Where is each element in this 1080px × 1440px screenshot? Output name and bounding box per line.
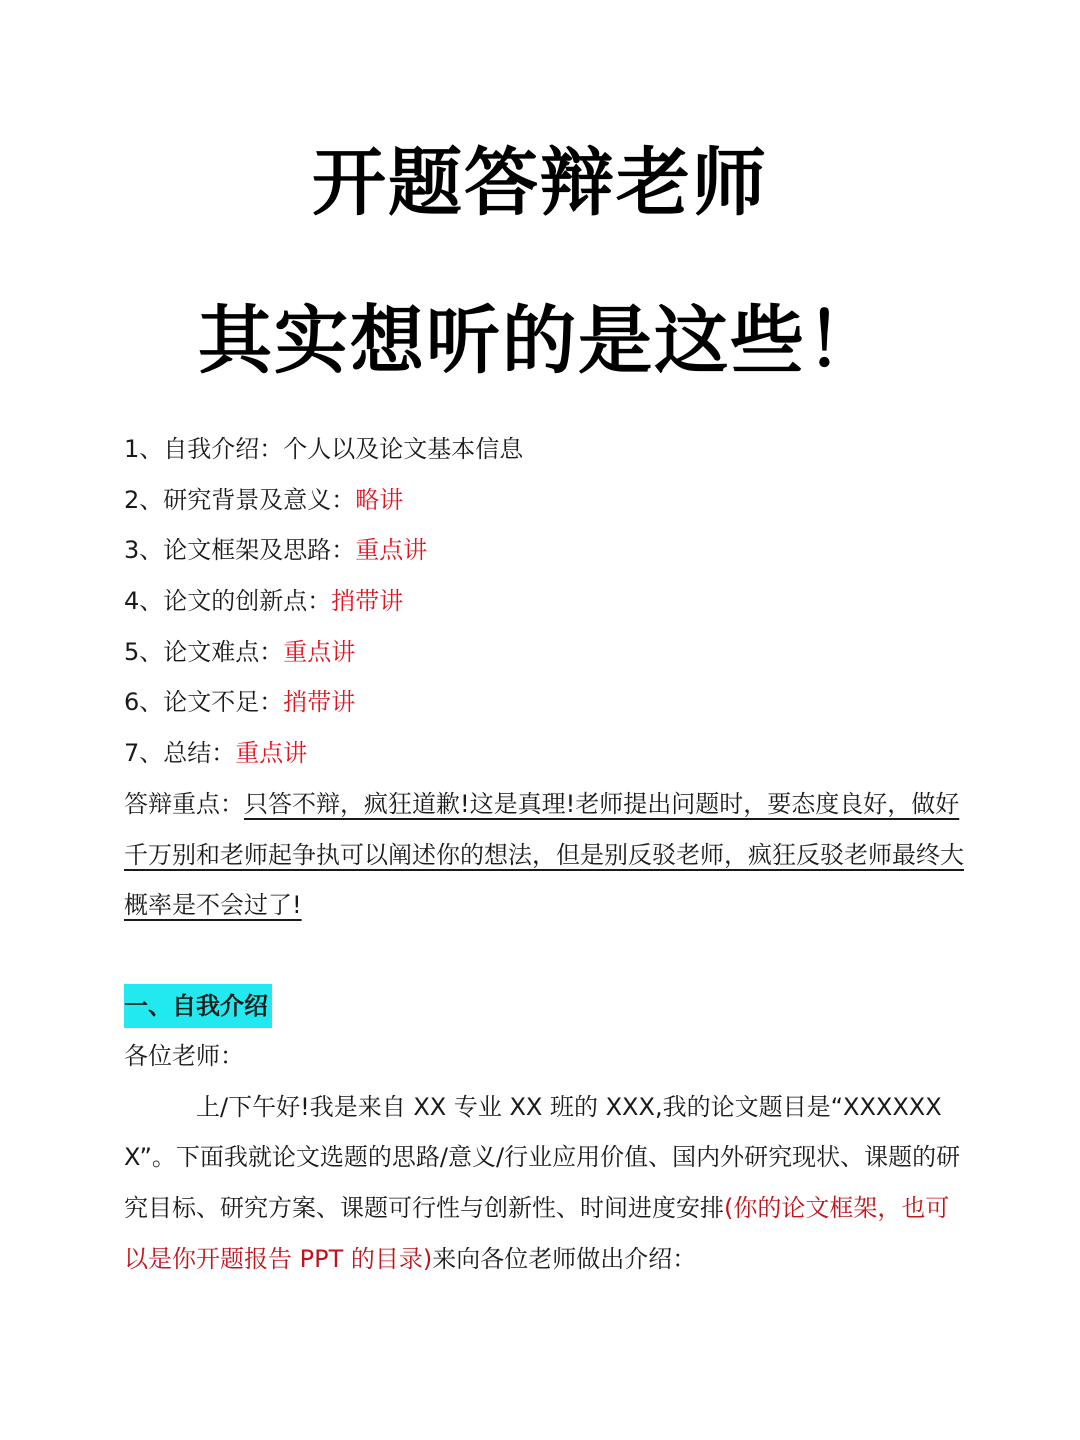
greeting: 各位老师： xyxy=(124,1041,244,1070)
intro-paragraph-highlight: (你的论文框架，也可以是你开题报告 PPT 的目录) xyxy=(124,1194,950,1273)
list-item-emphasis: 重点讲 xyxy=(235,739,308,768)
list-item-emphasis: 重点讲 xyxy=(355,536,428,565)
list-item xyxy=(124,424,964,475)
document-body xyxy=(124,424,964,1284)
list-item-label: 3、论文框架及思路： xyxy=(124,536,356,565)
list-item-label: 7、总结： xyxy=(124,739,236,768)
page-title-line-1: 开题答辩老师 xyxy=(312,140,768,226)
list-item-emphasis: 重点讲 xyxy=(283,637,356,666)
intro-paragraph-ending: 来向各位老师做出介绍： xyxy=(432,1244,697,1273)
list-item-label: 4、论文的创新点： xyxy=(124,587,332,616)
list-item xyxy=(124,475,964,526)
list-item xyxy=(124,627,964,678)
note-text: 只答不辩，疯狂道歉!这是真理!老师提出问题时，要态度良好，做好千万别和老师起争执可以阐述你的想法，但是别反驳老师，疯狂反驳老师最终大概率是不会过了! xyxy=(124,789,964,920)
note-label: 答辩重点： xyxy=(124,789,244,818)
list-item xyxy=(124,576,964,627)
list-item-label: 2、研究背景及意义： xyxy=(124,485,356,514)
list-item xyxy=(124,677,964,728)
intro-paragraph xyxy=(124,1082,964,1285)
section-spacer xyxy=(124,931,964,981)
list-item-emphasis: 捎带讲 xyxy=(331,587,404,616)
list-item-label: 1、自我介绍：个人以及论文基本信息 xyxy=(124,435,524,463)
list-item-label: 5、论文难点： xyxy=(124,637,284,666)
list-item-emphasis: 略讲 xyxy=(355,485,404,514)
list-item-emphasis: 捎带讲 xyxy=(283,688,356,717)
defense-key-note xyxy=(124,779,964,931)
page-title-line-2: 其实想听的是这些！ xyxy=(198,298,882,384)
list-item-label: 6、论文不足： xyxy=(124,688,284,717)
list-item xyxy=(124,525,964,576)
section-heading-self-intro: 一、自我介绍 xyxy=(124,984,272,1028)
intro-paragraph-text: 上/下午好!我是来自 XX 专业 XX 班的 XXX,我的论文题目是“XXXXXXX”。下面我就论文选题的思路/意义/行业应用价值、国内外研究现状、课题的研究目标、研究方案、课题可行性与创新性、时间进度安排 xyxy=(124,1092,961,1223)
list-item xyxy=(124,728,964,779)
